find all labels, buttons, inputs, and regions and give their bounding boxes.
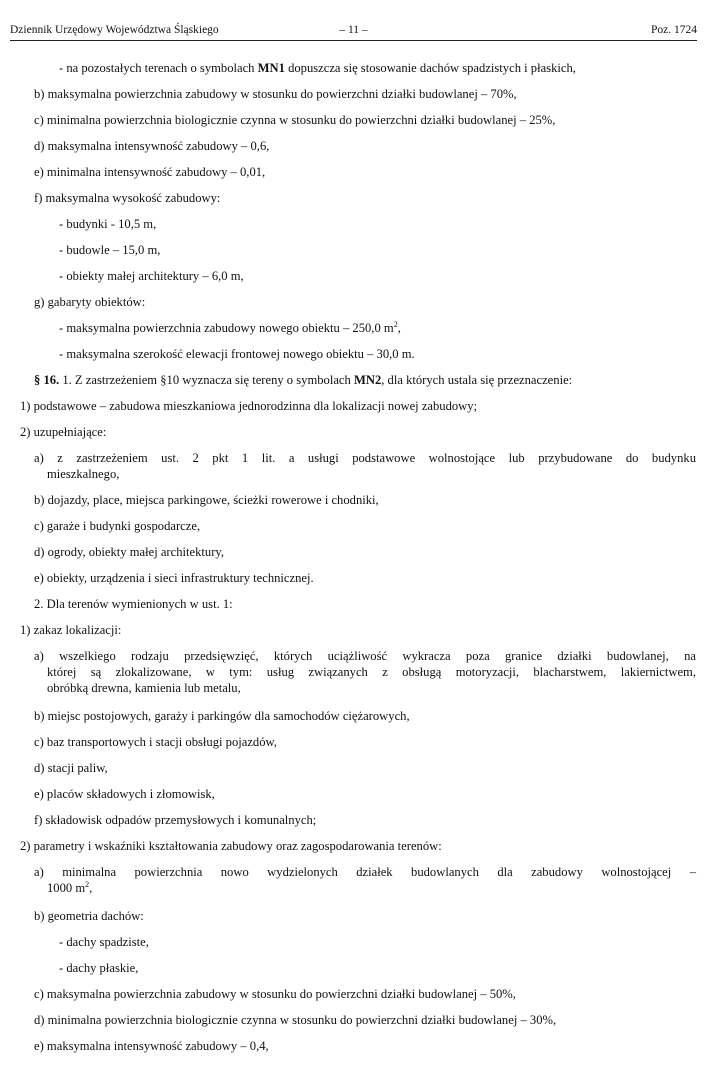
- text-line: 1) podstawowe – zabudowa mieszkaniowa jednorodzinna dla lokalizacji nowej zabudowy;: [20, 399, 478, 413]
- text-line: 1) zakaz lokalizacji:: [20, 623, 122, 637]
- text-line: - maksymalna powierzchnia zabudowy nowego obiektu – 250,0 $m^2$,: [59, 319, 401, 335]
- text-paragraph: a) wszelkiego rodzaju przedsięwzięć, których uciążliwość wykracza poza granice działki budowlanej, na której są zlokalizowane, w tym: usług związanych z obsługą motoryzacji, blacharstwem, lakiernictwem, obróbką drewna, kamienia lub metalu,: [34, 649, 696, 695]
- text-line: - maksymalna szerokość elewacji frontowej nowego obiektu – 30,0 m.: [59, 347, 415, 361]
- section-heading: § 16. 1. Z zastrzeżeniem §10 wyznacza się tereny o symbolach MN2, dla których ustala się przeznaczenie:: [34, 373, 573, 387]
- text-line: 2) uzupełniające:: [20, 425, 107, 439]
- text-line: f) maksymalna wysokość zabudowy:: [34, 191, 221, 205]
- text-paragraph: a) minimalna powierzchnia nowo wydzielonych działek budowlanych dla zabudowy wolnostojącej – 1000 $m^2$,: [34, 865, 696, 895]
- text-line: - obiekty małej architektury – 6,0 m,: [59, 269, 244, 283]
- text-line: 2. Dla terenów wymienionych w ust. 1:: [34, 597, 233, 611]
- text-line: c) maksymalna powierzchnia zabudowy w stosunku do powierzchni działki budowlanej – 50%,: [34, 987, 516, 1001]
- header-rule: [10, 40, 697, 41]
- text-line: e) obiekty, urządzenia i sieci infrastruktury technicznej.: [34, 571, 314, 585]
- text-line: - budowle – 15,0 m,: [59, 243, 161, 257]
- text-line: c) minimalna powierzchnia biologicznie czynna w stosunku do powierzchni działki budowlanej – 25%,: [34, 113, 556, 127]
- text-line: 2) parametry i wskaźniki kształtowania zabudowy oraz zagospodarowania terenów:: [20, 839, 442, 853]
- page-number: – 11 –: [339, 24, 368, 36]
- text-line: - dachy spadziste,: [59, 935, 149, 949]
- text-line: c) baz transportowych i stacji obsługi pojazdów,: [34, 735, 277, 749]
- text-line: - budynki - 10,5 m,: [59, 217, 157, 231]
- journal-title: Dziennik Urzędowy Województwa Śląskiego: [10, 24, 219, 36]
- text-line: e) placów składowych i złomowisk,: [34, 787, 215, 801]
- text-line: e) maksymalna intensywność zabudowy – 0,4,: [34, 1039, 269, 1053]
- page-header: [10, 24, 697, 40]
- position-number: Poz. 1724: [651, 24, 697, 36]
- text-line: f) składowisk odpadów przemysłowych i komunalnych;: [34, 813, 317, 827]
- text-line: d) maksymalna intensywność zabudowy – 0,6,: [34, 139, 270, 153]
- text-line: - dachy płaskie,: [59, 961, 139, 975]
- text-line: d) stacji paliw,: [34, 761, 108, 775]
- text-paragraph: a) z zastrzeżeniem ust. 2 pkt 1 lit. a usługi podstawowe wolnostojące lub przybudowane do budynku mieszkalnego,: [34, 451, 696, 481]
- text-line: - na pozostałych terenach o symbolach MN1 dopuszcza się stosowanie dachów spadzistych i płaskich,: [59, 61, 576, 75]
- text-line: e) minimalna intensywność zabudowy – 0,01,: [34, 165, 266, 179]
- text-line: c) garaże i budynki gospodarcze,: [34, 519, 201, 533]
- text-line: b) dojazdy, place, miejsca parkingowe, ścieżki rowerowe i chodniki,: [34, 493, 379, 507]
- text-line: d) minimalna powierzchnia biologicznie czynna w stosunku do powierzchni działki budowlanej – 30%,: [34, 1013, 557, 1027]
- text-line: g) gabaryty obiektów:: [34, 295, 146, 309]
- text-line: b) maksymalna powierzchnia zabudowy w stosunku do powierzchni działki budowlanej – 70%,: [34, 87, 517, 101]
- text-line: b) miejsc postojowych, garaży i parkingów dla samochodów ciężarowych,: [34, 709, 410, 723]
- text-line: d) ogrody, obiekty małej architektury,: [34, 545, 225, 559]
- text-line: b) geometria dachów:: [34, 909, 144, 923]
